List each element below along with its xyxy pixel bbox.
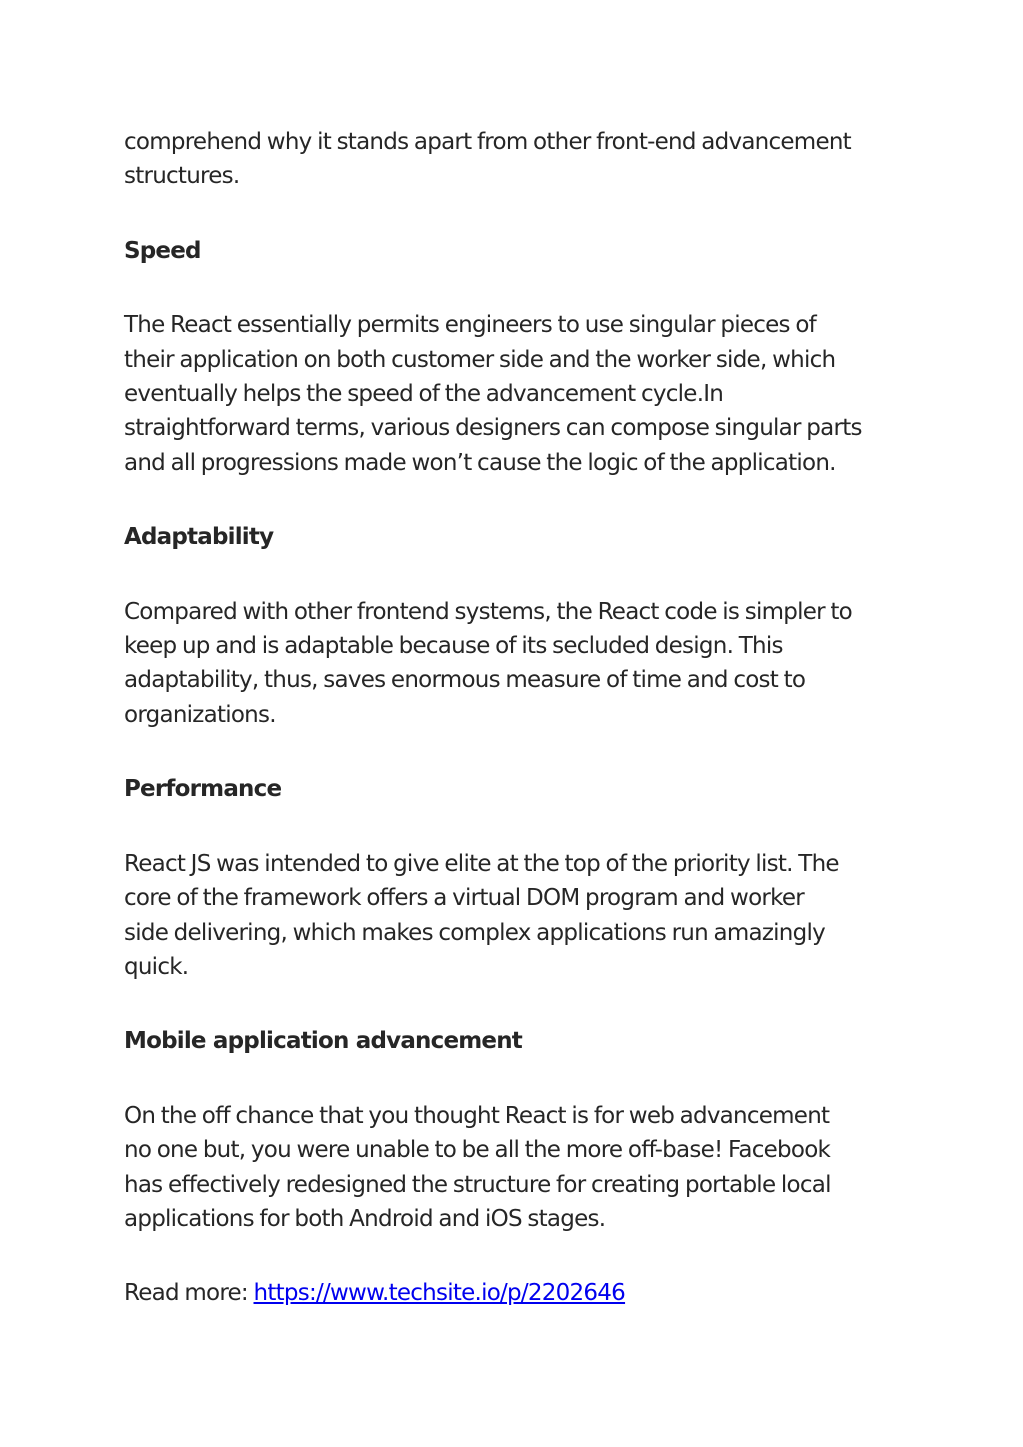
intro-line: comprehend why it stands apart from other front-end advancement — [124, 129, 851, 155]
paragraph-line: their application on both customer side and the worker side, which — [124, 346, 836, 373]
read-more-paragraph — [124, 1276, 914, 1310]
paragraph-line: core of the framework offers a virtual DOM program and worker — [124, 885, 804, 912]
section-heading-mobile: Mobile application advancement — [124, 1028, 522, 1055]
paragraph-line: React JS was intended to give elite at the top of the priority list. The — [124, 850, 839, 877]
section-heading-speed: Speed — [124, 237, 201, 264]
paragraph-line: keep up and is adaptable because of its secluded design. This — [124, 633, 783, 660]
read-more-link[interactable]: https://www.techsite.io/p/2202646 — [253, 1280, 626, 1307]
section-heading-adaptability: Adaptability — [124, 524, 274, 551]
paragraph-line: quick. — [124, 953, 189, 980]
paragraph-line: side delivering, which makes complex applications run amazingly — [124, 919, 825, 946]
paragraph-line: straightforward terms, various designers can compose singular parts — [124, 415, 862, 442]
intro-line: structures. — [124, 163, 240, 190]
section-heading-performance: Performance — [124, 776, 282, 803]
paragraph-line: no one but, you were unable to be all the more off-base! Facebook — [124, 1137, 831, 1164]
paragraph-line: eventually helps the speed of the advancement cycle.In — [124, 381, 724, 408]
paragraph-line: The React essentially permits engineers to use singular pieces of — [124, 312, 817, 339]
paragraph-line: applications for both Android and iOS stages. — [124, 1205, 606, 1232]
document-page — [124, 125, 914, 1311]
section-paragraph-performance — [124, 847, 914, 985]
section-paragraph-mobile — [124, 1099, 914, 1237]
paragraph-line: and all progressions made won’t cause the logic of the application. — [124, 449, 836, 476]
section-paragraph-adaptability — [124, 595, 914, 733]
section-paragraph-speed — [124, 308, 914, 480]
paragraph-line: organizations. — [124, 701, 276, 728]
intro-paragraph — [124, 125, 914, 194]
paragraph-line: has effectively redesigned the structure for creating portable local — [124, 1171, 831, 1198]
paragraph-line: adaptability, thus, saves enormous measure of time and cost to — [124, 667, 806, 694]
read-more-label: Read more: — [124, 1280, 254, 1307]
paragraph-line: Compared with other frontend systems, the React code is simpler to — [124, 598, 853, 625]
paragraph-line: On the off chance that you thought React is for web advancement — [124, 1102, 830, 1129]
